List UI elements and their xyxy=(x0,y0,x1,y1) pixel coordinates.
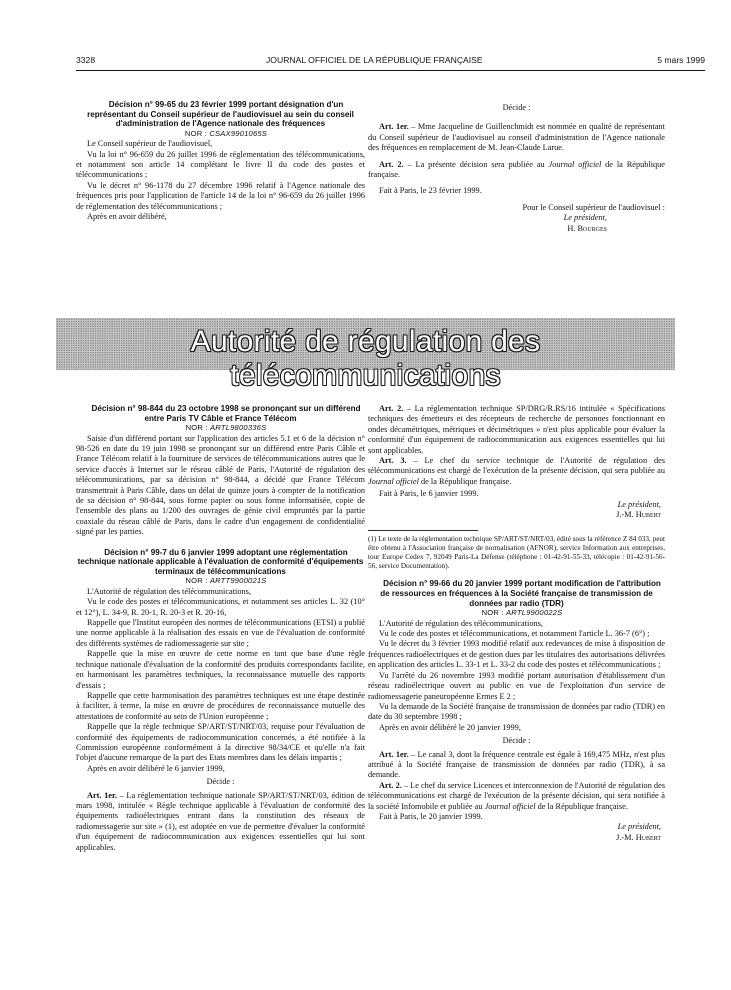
decision-title: Décision n° 99-65 du 23 février 1999 portant désignation d'un représentant du Conseil supérieur de l'audiovisuel au sein du conseil d'administration de l'Agence nationale des fréquences xyxy=(87,100,354,129)
signature-name: H. Bourges xyxy=(567,223,607,233)
page-header xyxy=(76,55,705,71)
decision-99-65-articles xyxy=(368,100,665,234)
paragraph: Vu le décret n° 96-1178 du 27 décembre 1996 relatif à l'Agence nationale des fréquences pris pour l'application de l'article 14 de la loi n° 96-659 du 26 juillet 1996 de réglementation des télécommunications ; xyxy=(76,180,365,211)
article-3: Art. 3. – Le chef du service technique de l'Autorité de régulation des télécommunications est chargé de l'exécution de la présente décision, qui sera publiée au Journal officiel de la République française. xyxy=(368,456,666,486)
signature-name: J.-M. Hubert xyxy=(616,832,661,842)
nor-line: NOR : ARTL9900022S xyxy=(481,608,563,618)
paragraph: Rappelle que la règle technique SP/ART/ST/NRT/03, requise pour l'évaluation de conformité des équipements de radiocommunication concernés, a été notifiée à la Commission européenne conformément à la directive 98/34/CE et qu'elle n'a fait l'objet d'aucune remarque de la part des Etats membres dans les délais impartis ; xyxy=(76,722,365,763)
lower-left-column xyxy=(76,404,365,853)
paragraph: Après en avoir délibéré, xyxy=(87,212,167,222)
lower-right-column xyxy=(368,404,665,843)
paragraph: Rappelle que la mise en œuvre de cette norme en tant que base d'une règle technique nationale d'évaluation de la conformité des produits correspondants facilite, en harmonisant les paramètres techniques, la reconnaissance mutuelle des rapports d'essais ; xyxy=(76,649,365,690)
paragraph: Vu l'arrêté du 26 novembre 1993 modifié portant autorisation d'établissement d'un réseau radioélectrique ouvert au public en vue de l'exploitation d'un service de radiomessagerie paneuropéenne Ermes E 2 ; xyxy=(368,670,665,701)
article-1: Art. 1er. – La réglementation technique nationale SP/ART/ST/NRT/03, édition de mars 1998, intitulée « Règle technique applicable à l'évaluation de conformité des équipements radioélectriques entrant dans la constitution des réseaux de radiomessagerie sur site » (1), est adoptée en vue de permettre d'évaluer la conformité d'un équipement de radiocommunication aux exigences essentielles qui lui sont applicables. xyxy=(76,790,365,852)
signature-role: Le président, xyxy=(617,822,661,832)
signature-role: Le président, xyxy=(563,213,607,223)
header-rule xyxy=(76,70,705,71)
article-2: Art. 2. – La présente décision sera publiée au Journal officiel de la République française. xyxy=(368,159,665,180)
paragraph: Le Conseil supérieur de l'audiovisuel, xyxy=(87,139,213,149)
decision-title: Décision n° 99-66 du 20 janvier 1999 portant modification de l'attribution de ressources en fréquences à la Société française de transmission de données par radio (TDR) xyxy=(380,579,661,608)
paragraph: Rappelle que l'Institut européen des normes de télécommunications (ETSI) a publié une norme applicable à la réalisation des essais en vue de l'évaluation de conformité des différents systèmes de radiomessagerie sur site ; xyxy=(76,618,365,648)
decide-label: Décide : xyxy=(502,736,531,746)
article-2: Art. 2. – Le chef du service Licences et interconnexion de l'Autorité de régulation des télécommunications est chargé de l'exécution de la présente décision, qui sera notifiée à la société Infomobile et publiée au Journal officiel de la République française. xyxy=(368,780,665,811)
done-at: Fait à Paris, le 23 février 1999. xyxy=(379,186,482,196)
article-2: Art. 2. – La réglementation technique SP/DRG/R.RS/16 intitulée « Spécifications techniques des émetteurs et des récepteurs de recherche de personnes fonctionnant en ondes décamétriques, métriques et décimétriques » n'est plus applicable pour évaluer la conformité d'un équipement de radiocommunication aux exigences essentielles qui lui sont applicables. xyxy=(368,404,665,455)
section-banner-title: Autorité de régulation des télécommunications xyxy=(190,325,541,392)
footnote: (1) Le texte de la réglementation technique SP/ART/ST/NRT/03, édité sous la référence Z 84 033, peut être obtenu à l'Association française de normalisation (AFNOR), service Information aux entreprises, tour Europe Cedex 7, 92049 Paris-La Défense (téléphone : 01-42-91-55-33, télécopie : 01-42-91-56-56, service Documentation). xyxy=(368,535,665,571)
paragraph: Saisie d'un différend portant sur l'application des articles 5.1 et 6 de la décision n° 98-526 en date du 19 juin 1998 se prononçant sur un différend entre Paris Câble et France Télécom relatif à la fourniture de services de télécommunications autres que le service d'accès à Internet sur le réseau câblé de Paris, l'Autorité de régulation des télécommunications, par sa décision n° 98-844, a décidé que France Télécom transmettrait à Paris Câble, dans un délai de quinze jours à compter de la notification de sa décision n° 98-844, sous forme papier ou sous forme informatisée, copie de l'ensemble des plans au 1/200 des ouvrages de génie civil empruntés par la partie coaxiale du réseau câblé de Paris, dans le cadre d'un engagement de confidentialité signé par les parties. xyxy=(76,433,365,537)
decision-title: Décision n° 98-844 du 23 octobre 1998 se prononçant sur un différend entre Paris TV Câble et France Télécom xyxy=(91,404,361,423)
signature-role: Le président, xyxy=(617,499,661,509)
paragraph: Après en avoir délibéré le 20 janvier 1999, xyxy=(379,722,521,732)
nor-line: NOR : ARTL9800336S xyxy=(185,423,267,433)
paragraph: L'Autorité de régulation des télécommunications, xyxy=(87,586,251,596)
page-number: 3328 xyxy=(76,55,96,65)
paragraph: Vu le décret du 3 février 1993 modifié relatif aux redevances de mise à disposition de fréquences radioélectriques et de gestion dues par les titulaires des autorisations délivrées en application des articles L. 33-1 et L. 33-2 du code des postes et télécommunications ; xyxy=(368,639,665,670)
footnote-rule xyxy=(368,530,478,531)
paragraph: Vu la demande de la Société française de transmission de données par radio (TDR) en date du 30 septembre 1998 ; xyxy=(368,701,665,722)
nor-line: NOR : ARTT9900021S xyxy=(185,576,267,586)
paragraph: Rappelle que cette harmonisation des paramètres techniques est une étape destinée à faciliter, à terme, la mise en œuvre de procédures de reconnaissance mutuelle des attestations de conformité au sein de l'Union européenne ; xyxy=(76,690,365,721)
signature-for: Pour le Conseil supérieur de l'audiovisuel : xyxy=(522,202,665,212)
decision-99-65 xyxy=(76,100,365,222)
issue-date: 5 mars 1999 xyxy=(657,55,705,65)
paragraph: Vu le code des postes et télécommunications, et notamment ses articles L. 32 (10° et 12°), L. 34-9, R. 20-1, R. 20-3 et R. 20-16, xyxy=(76,597,365,617)
paragraph: Après en avoir délibéré le 6 janvier 1999, xyxy=(87,763,225,773)
decide-label: Décide : xyxy=(206,777,235,787)
done-at: Fait à Paris, le 20 janvier 1999. xyxy=(379,811,483,821)
nor-line: NOR : CSAX9901065S xyxy=(184,128,268,138)
paragraph: Vu la loi n° 96-659 du 26 juillet 1996 de réglementation des télécommunications, et notamment son article 14 complétant le livre II du code des postes et télécommunications ; xyxy=(76,149,365,180)
article-1: Art. 1er. – Le canal 3, dont la fréquence centrale est égale à 169,475 MHz, n'est plus attribué à la Société française de transmission de données par radio (TDR), à sa demande. xyxy=(368,749,666,780)
paragraph: Vu le code des postes et télécommunications, et notamment l'article L. 36-7 (6°) ; xyxy=(379,629,650,639)
section-banner xyxy=(56,318,675,392)
decide-label: Décide : xyxy=(502,103,531,112)
decision-title: Décision n° 99-7 du 6 janvier 1999 adoptant une réglementation technique nationale applicable à l'évaluation de conformité d'équipements terminaux de télécommunications xyxy=(77,547,364,576)
journal-title: JOURNAL OFFICIEL DE LA RÉPUBLIQUE FRANÇAISE xyxy=(266,55,483,65)
done-at: Fait à Paris, le 6 janvier 1999. xyxy=(379,489,479,499)
paragraph: L'Autorité de régulation des télécommunications, xyxy=(379,618,543,628)
signature-name: J.-M. Hubert xyxy=(616,510,661,520)
article-1: Art. 1er. – Mme Jacqueline de Guillenchmidt est nommée en qualité de représentant du Conseil supérieur de l'audiovisuel au conseil d'administration de l'Agence nationale des fréquences en remplacement de M. Jean-Claude Larue. xyxy=(368,122,665,153)
